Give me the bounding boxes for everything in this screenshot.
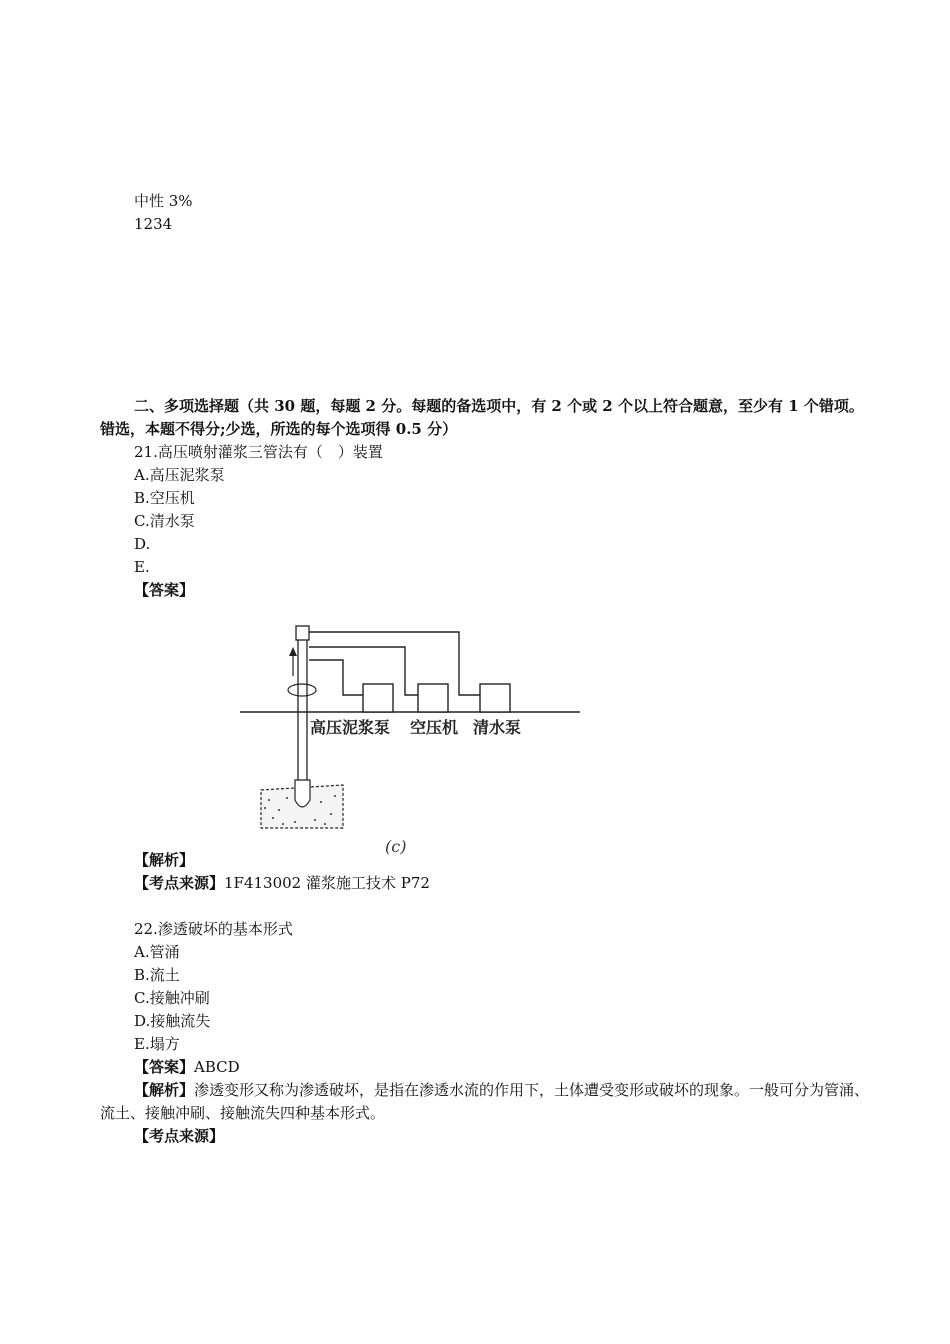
jet-nozzle bbox=[295, 780, 310, 807]
q22-option-e: E.塌方 bbox=[134, 1035, 180, 1053]
q22-option-d: D.接触流失 bbox=[134, 1012, 211, 1030]
lift-arrow-head bbox=[289, 647, 297, 656]
q21-option-b: B.空压机 bbox=[134, 489, 195, 507]
q21-option-c: C.清水泵 bbox=[134, 512, 195, 530]
q21-option-a: A.高压泥浆泵 bbox=[134, 466, 225, 484]
q21-source-text: 1F413002 灌浆施工技术 P72 bbox=[224, 874, 430, 892]
label-air-compressor: 空压机 bbox=[410, 718, 459, 737]
q21-answer-label: 【答案】 bbox=[134, 581, 195, 599]
rotation-ellipse bbox=[288, 684, 316, 696]
label-water-pump: 清水泵 bbox=[473, 718, 522, 737]
q22-answer-label: 【答案】 bbox=[134, 1058, 195, 1076]
q22-option-c: C.接触冲刷 bbox=[134, 989, 210, 1007]
hose-mud-pump bbox=[309, 660, 363, 695]
mud-pump-box bbox=[363, 684, 393, 712]
q22-option-a: A.管涌 bbox=[134, 943, 180, 961]
q22-analysis bbox=[100, 1079, 870, 1125]
q22-answer-text: ABCD bbox=[194, 1058, 240, 1076]
q21-option-d: D. bbox=[134, 535, 151, 553]
top-line-2: 1234 bbox=[134, 215, 173, 233]
water-pump-box bbox=[480, 684, 510, 712]
section-heading: 二、多项选择题（共 30 题，每题 2 分。每题的备选项中，有 2 个或 2 个以上符合题意，至少有 1 个错项。错选，本题不得分;少选，所选的每个选项得 0.5 分） bbox=[100, 397, 864, 438]
label-mud-pump: 高压泥浆泵 bbox=[310, 718, 391, 737]
q22-question: 22.渗透破坏的基本形式 bbox=[134, 920, 293, 938]
air-compressor-box bbox=[418, 684, 448, 712]
q22-option-b: B.流土 bbox=[134, 966, 180, 984]
hose-water-pump bbox=[309, 632, 480, 695]
q21-source-label: 【考点来源】 bbox=[134, 874, 225, 892]
q22-analysis-text: 渗透变形又称为渗透破坏，是指在渗透水流的作用下，土体遭受变形或破坏的现象。一般可分为管涌、流土、接触冲刷、接触流失四种基本形式。 bbox=[100, 1081, 870, 1122]
figure-caption: (c) bbox=[385, 837, 407, 856]
q21-option-e: E. bbox=[134, 558, 150, 576]
q22-analysis-label: 【解析】 bbox=[134, 1081, 195, 1099]
jet-grouting-diagram bbox=[235, 600, 585, 865]
top-line-1: 中性 3% bbox=[134, 192, 193, 210]
q22-source-label: 【考点来源】 bbox=[134, 1127, 225, 1145]
rod-head bbox=[296, 626, 309, 640]
q21-question: 21.高压喷射灌浆三管法有（ ）装置 bbox=[134, 443, 383, 461]
q21-analysis-label: 【解析】 bbox=[134, 851, 195, 869]
q21-source bbox=[134, 872, 430, 894]
q22-answer bbox=[134, 1056, 240, 1078]
